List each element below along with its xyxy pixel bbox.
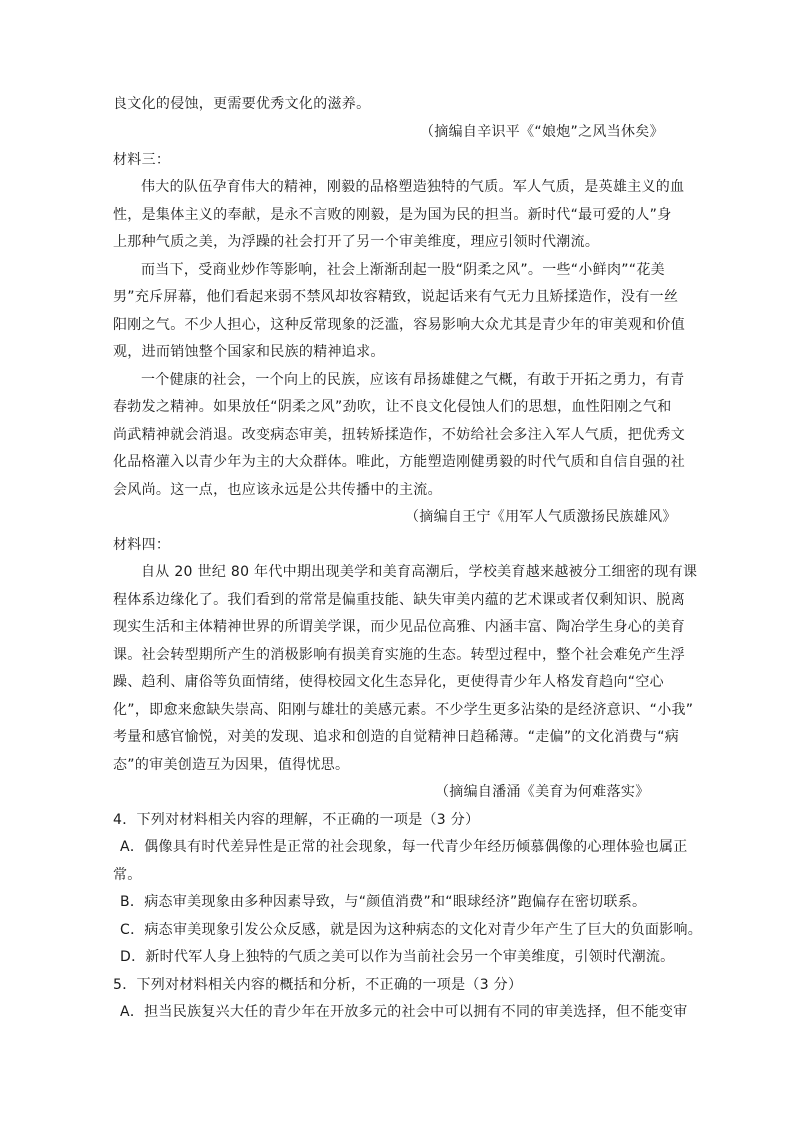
- material3-p3-line2: 春勃发之精神。如果放任“阴柔之风”劲吹，让不良文化侵蚀人们的思想，血性阳刚之气和: [113, 399, 672, 415]
- material3-p2-line1: 而当下，受商业炒作等影响，社会上渐渐刮起一股“阴柔之风”。一些“小鲜肉”“花美: [141, 262, 665, 278]
- question-4-option-a-line1: A．偶像具有时代差异性是正常的社会现象，每一代青少年经历倾慕偶像的心理体验也属正: [120, 839, 688, 855]
- material3-p2-line3: 阳刚之气。不少人担心，这种反常现象的泛滥，容易影响大众尤其是青少年的审美观和价值: [113, 317, 685, 333]
- material4-p1-line2: 程体系边缘化了。我们看到的常常是偏重技能、缺失审美内蕴的艺术课或者仅剩知识、脱离: [113, 592, 685, 608]
- material3-p3-line4: 化品格灌入以青少年为主的大众群体。唯此，方能塑造刚健勇毅的时代气质和自信自强的社: [113, 454, 685, 470]
- material3-p3-line3: 尚武精神就会消退。改变病态审美，扭转矫揉造作，不妨给社会多注入军人气质，把优秀文: [113, 427, 685, 443]
- source-citation-4: （摘编自潘涌《美育为何难落实》: [435, 784, 650, 800]
- question-5-stem: 5．下列对材料相关内容的概括和分析，不正确的一项是（3 分）: [113, 977, 523, 993]
- question-4-option-d: D．新时代军人身上独特的气质之美可以作为当前社会另一个审美维度，引领时代潮流。: [120, 949, 675, 965]
- material4-p1-line4: 课。社会转型期所产生的消极影响有损美育实施的生态。转型过程中，整个社会难免产生浮: [113, 647, 685, 663]
- question-4-option-c: C．病态审美现象引发公众反感，就是因为这种病态的文化对青少年产生了巨大的负面影响。: [120, 922, 703, 938]
- material3-p3-line5: 会风尚。这一点，也应该永远是公共传播中的主流。: [113, 482, 442, 498]
- material4-p1-line1: 自从 20 世纪 80 年代中期出现美学和美育高潮后，学校美育越来越被分工细密的现有课: [141, 564, 698, 580]
- material4-p1-line6: 化”，即愈来愈缺失崇高、阳刚与雄壮的美感元素。不少学生更多沾染的是经济意识、“小我”: [113, 702, 694, 718]
- material4-p1-line3: 现实生活和主体精神世界的所谓美学课，而少见品位高雅、内涵丰富、陶冶学生身心的美育: [113, 619, 685, 635]
- material3-p1-line1: 伟大的队伍孕育伟大的精神，刚毅的品格塑造独特的气质。军人气质，是英雄主义的血: [141, 179, 685, 195]
- material3-p2-line4: 观，进而销蚀整个国家和民族的精神追求。: [113, 344, 385, 360]
- material3-heading: 材料三：: [113, 152, 171, 168]
- question-4-option-b: B．病态审美现象由多种因素导致，与“颜值消费”和“眼球经济”跑偏存在密切联系。: [120, 894, 647, 910]
- material4-p1-line5: 躁、趋利、庸俗等负面情绪，使得校园文化生态异化，更使得青少年人格发育趋向“空心: [113, 674, 664, 690]
- material4-heading: 材料四：: [113, 537, 171, 553]
- material4-p1-line8: 态”的审美创造互为因果，值得忧思。: [113, 757, 350, 773]
- question-4-option-a-line2: 常。: [113, 867, 142, 883]
- source-citation-3: （摘编自王宁《用军人气质激扬民族雄风》: [405, 509, 677, 525]
- material4-p1-line7: 考量和感官愉悦，对美的发现、追求和创造的自觉精神日趋稀薄。“走偏”的文化消费与“病: [113, 729, 680, 745]
- material3-p3-line1: 一个健康的社会，一个向上的民族，应该有昂扬雄健之气概，有敢于开拓之勇力，有青: [141, 372, 685, 388]
- source-citation-2: （摘编自辛识平《“娘炮”之风当休矣》: [420, 124, 664, 140]
- question-5-option-a-line1: A．担当民族复兴大任的青少年在开放多元的社会中可以拥有不同的审美选择，但不能变审: [120, 1004, 688, 1020]
- text-line-carry-over: 良文化的侵蚀，更需要优秀文化的滋养。: [113, 96, 371, 112]
- material3-p1-line3: 上那种气质之美，为浮躁的社会打开了另一个审美维度，理应引领时代潮流。: [113, 234, 600, 250]
- material3-p1-line2: 性，是集体主义的奉献，是永不言败的刚毅，是为国为民的担当。新时代“最可爱的人”身: [113, 207, 672, 223]
- question-4-stem: 4．下列对材料相关内容的理解，不正确的一项是（3 分）: [113, 812, 480, 828]
- material3-p2-line2: 男”充斥屏幕，他们看起来弱不禁风却妆容精致，说起话来有气无力且矫揉造作，没有一丝: [113, 289, 679, 305]
